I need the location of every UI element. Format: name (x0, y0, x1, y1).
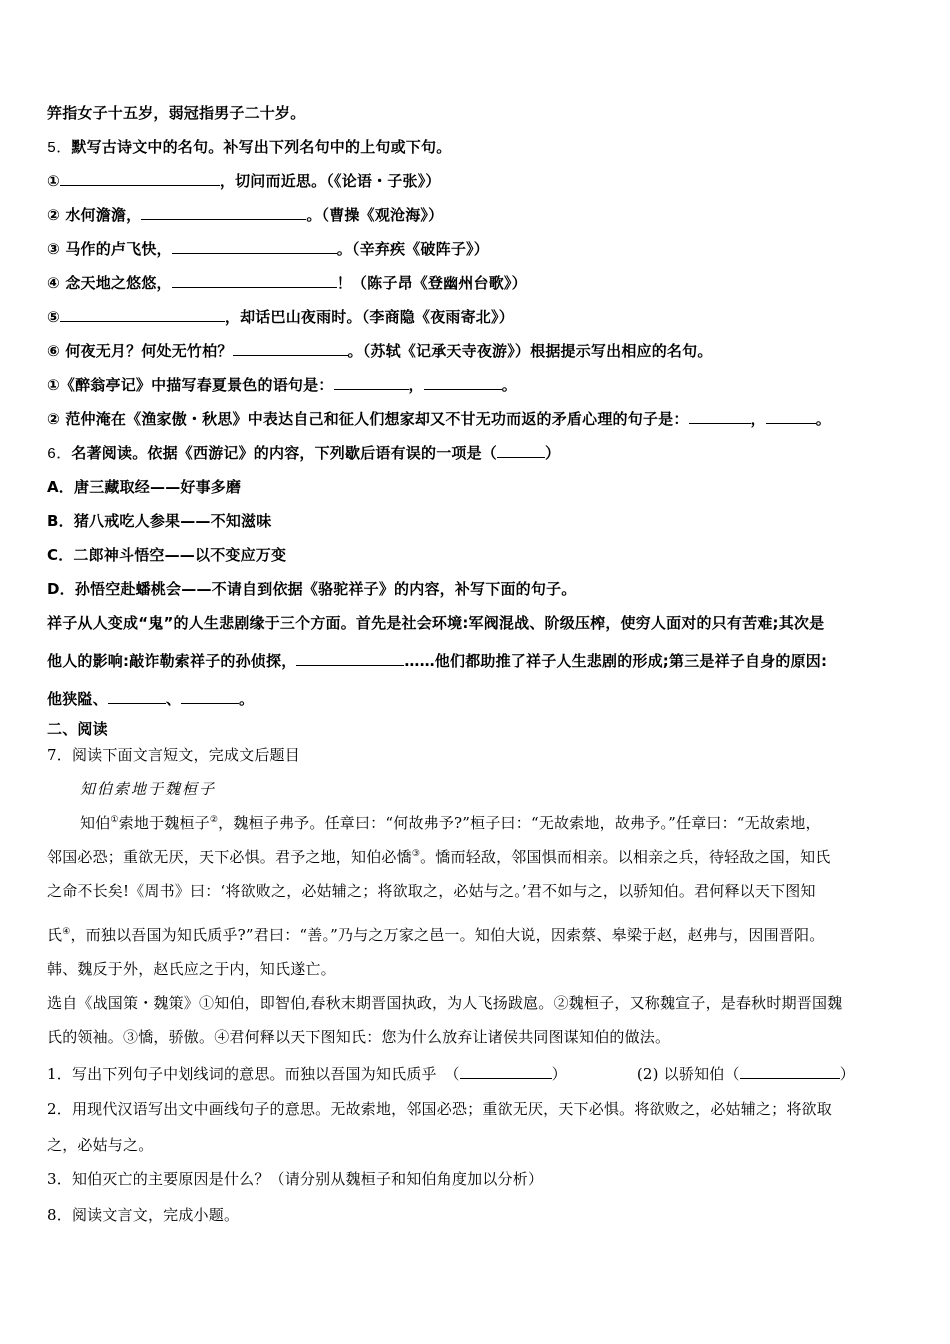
q5-item-2 (47, 204, 443, 225)
option-text: A．唐三藏取经——好事多磨 (47, 478, 242, 496)
question-6 (47, 442, 560, 465)
answer-blank[interactable] (497, 442, 545, 458)
item-text: ，却话巴山夜雨时。（李商隐《夜雨寄北》） (224, 308, 514, 326)
q6-option-d (47, 579, 576, 599)
question-text: 2．用现代汉语写出文中画线句子的意思。无故索地，邻国必恐；重欲无厌，天下必惧。将欲败之，必姑辅之；将欲取 (47, 1100, 832, 1118)
item-text: ①《醉翁亭记》中描写春夏景色的语句是： (47, 376, 334, 394)
punctuation: ） (839, 1065, 855, 1083)
q5-item-4 (47, 272, 527, 293)
question-text: 1．写出下列句子中划线词的意思。而独以吾国为知氏质乎 （ (47, 1065, 460, 1083)
question-text: 之，必姑与之。 (47, 1136, 154, 1154)
passage-text: 知伯 (80, 814, 111, 832)
question-7 (47, 745, 300, 765)
answer-blank[interactable] (181, 688, 239, 704)
punctuation: 、 (165, 690, 182, 708)
passage-line-3 (47, 881, 816, 901)
item-text: 。（曹操《观沧海》） (306, 206, 444, 224)
answer-blank[interactable] (460, 1063, 552, 1079)
question-text: 阅读下面文言短文，完成文后题目 (71, 746, 300, 764)
footnote-ref: ③ (411, 849, 421, 859)
answer-blank[interactable] (172, 272, 337, 288)
item-text: 。（辛弃疾《破阵子》） (336, 240, 489, 258)
answer-blank[interactable] (296, 650, 404, 666)
item-text: ，切问而近思。（《论语・子张》） (219, 172, 441, 190)
xiangzi-line-2 (47, 650, 827, 671)
footnote-ref: ④ (62, 927, 71, 937)
question-text: 3．知伯灭亡的主要原因是什么？（请分别从魏桓子和知伯角度加以分析） (47, 1170, 544, 1188)
passage-text: 邻国必恐；重欲无厌，天下必惧。君予之地，知伯必憍 (47, 848, 412, 866)
answer-blank[interactable] (172, 238, 337, 254)
item-text: ⑥ 何夜无月？何处无竹柏？ (47, 342, 233, 360)
answer-blank[interactable] (740, 1063, 840, 1079)
paragraph-text: 他人的影响:敲诈勒索祥子的孙侦探， (47, 652, 297, 670)
passage-text: ，而独以吾国为知氏质乎?”君曰：“善。”乃与之万家之邑一。知伯大说，因索蔡、皋梁于赵，赵弗与，因围晋阳。 (70, 926, 825, 944)
item-text: ② 范仲淹在《渔家傲・秋思》中表达自己和征人们想家却又不甘无功而返的矛盾心理的句子是： (47, 410, 689, 428)
section-heading (47, 719, 108, 739)
q6-option-b (47, 511, 271, 531)
question-8 (47, 1205, 239, 1225)
punctuation: 。 (239, 690, 255, 708)
footnotes-line-1 (47, 993, 842, 1013)
q6-option-c (47, 545, 286, 565)
option-text: C．二郎神斗悟空——以不变应万变 (47, 546, 287, 564)
q5-item-5 (47, 306, 514, 327)
option-text: B．猪八戒吃人参果——不知滋味 (47, 512, 272, 530)
punctuation: ） (551, 1065, 567, 1083)
footnote-text: 选自《战国策・魏策》①知伯，即智伯,春秋末期晋国执政，为人飞扬跋扈。②魏桓子，又称魏宣子，是春秋时期晋国魏 (47, 994, 843, 1012)
question-number: 7． (47, 746, 72, 764)
footnote-text: 氏的领袖。③憍，骄傲。④君何释以天下图知氏：您为什么放弃让诸侯共同图谋知伯的做法。 (47, 1028, 671, 1046)
question-5 (47, 137, 451, 159)
punctuation: 。 (501, 376, 517, 394)
q7-subquestion-2 (47, 1099, 832, 1119)
passage-text: 索地于魏桓子 (118, 814, 210, 832)
item-marker: ⑤ (47, 308, 60, 326)
item-text: ！（陈子昂《登幽州台歌》） (336, 274, 527, 292)
passage-text: ，魏桓子弗予。任章曰：“何故弗予?”桓子曰：“无故索地，故弗予。”任章曰：“无故索地， (218, 814, 821, 832)
answer-blank[interactable] (424, 374, 502, 390)
item-text: ② 水何澹澹， (47, 206, 142, 224)
xiangzi-line-3 (47, 688, 254, 709)
passage-title-text: 知伯索地于魏桓子 (80, 780, 217, 798)
q5-item-3 (47, 238, 489, 259)
option-text: D．孙悟空赴蟠桃会——不请自到依据《骆驼祥子》的内容，补写下面的句子。 (47, 580, 577, 598)
footnotes-line-2 (47, 1027, 670, 1047)
answer-blank[interactable] (108, 688, 166, 704)
item-marker: ① (47, 172, 60, 190)
punctuation: ， (408, 376, 424, 394)
paragraph-text: ……他们都助推了祥子人生悲剧的形成;第三是祥子自身的原因: (404, 652, 828, 670)
q7-subquestion-1 (47, 1063, 855, 1084)
xiangzi-line-1 (47, 613, 824, 633)
paragraph-text: 他狭隘、 (47, 690, 108, 708)
answer-blank[interactable] (766, 408, 816, 424)
answer-blank[interactable] (60, 170, 220, 186)
paragraph-text: 祥子从人变成“鬼”的人生悲剧缘于三个方面。首先是社会环境:军阀混战、阶级压榨，使穷人面对的只有苦难;其次是 (47, 614, 825, 632)
question-number: 5． (47, 140, 72, 157)
answer-blank[interactable] (689, 408, 751, 424)
punctuation: ） (545, 444, 561, 462)
item-text: 。（苏轼《记承天寺夜游》）根据提示写出相应的名句。 (347, 342, 713, 360)
section-title: 二、阅读 (47, 720, 108, 738)
q7-subquestion-3 (47, 1169, 543, 1189)
question-text: 默写古诗文中的名句。补写出下列名句中的上句或下句。 (71, 138, 452, 156)
answer-blank[interactable] (60, 306, 225, 322)
passage-line-2 (47, 847, 831, 867)
q5-item-6 (47, 340, 713, 361)
passage-text: 之命不长矣!《周书》曰：‘将欲败之，必姑辅之；将欲取之，必姑与之。’君不如与之，以骄知伯。君何释以天下图知 (47, 882, 816, 900)
punctuation: ， (750, 410, 766, 428)
answer-blank[interactable] (141, 204, 306, 220)
passage-text: 氏 (47, 926, 63, 944)
passage-title (80, 779, 216, 799)
passage-text: 韩、魏反于外，赵氏应之于内，知氏遂亡。 (47, 960, 336, 978)
answer-blank[interactable] (334, 374, 409, 390)
q5-hint-1 (47, 374, 517, 395)
item-text: ④ 念天地之悠悠， (47, 274, 172, 292)
note-text: 笄指女子十五岁，弱冠指男子二十岁。 (47, 104, 306, 122)
q6-option-a (47, 477, 241, 497)
footnote-ref: ② (209, 815, 219, 825)
answer-blank[interactable] (233, 340, 348, 356)
question-text: (2) 以骄知伯（ (636, 1065, 740, 1083)
passage-text: 。憍而轻敌，邻国惧而相亲。以相亲之兵，待轻敌之国，知氏 (420, 848, 831, 866)
punctuation: 。 (815, 410, 831, 428)
q5-hint-2 (47, 408, 831, 429)
footnote-ref: ① (110, 815, 119, 825)
question-number: 6． (47, 446, 72, 463)
q7-subquestion-2-cont (47, 1135, 153, 1155)
question-text: 8．阅读文言文，完成小题。 (47, 1206, 240, 1224)
item-text: ③ 马作的卢飞快， (47, 240, 172, 258)
passage-line-1 (80, 813, 821, 833)
text-line (47, 103, 305, 123)
passage-line-5 (47, 959, 336, 979)
q5-item-1 (47, 170, 441, 191)
question-text: 名著阅读。依据《西游记》的内容，下列歇后语有误的一项是（ (71, 444, 498, 462)
passage-line-4 (47, 925, 824, 945)
